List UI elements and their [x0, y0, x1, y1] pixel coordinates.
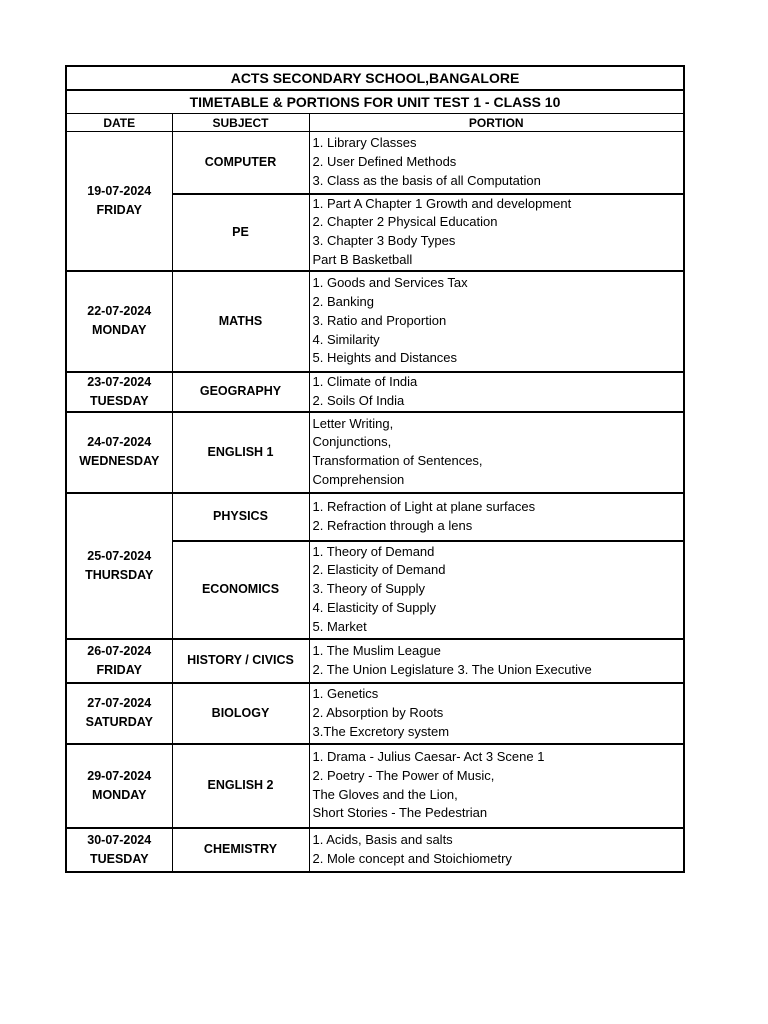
portion-item: 1. Drama - Julius Caesar- Act 3 Scene 1	[312, 749, 545, 765]
portion-cell	[309, 372, 684, 412]
exam-date: 22-07-2024	[87, 304, 152, 319]
exam-day: TUESDAY	[89, 851, 149, 866]
date-cell	[66, 639, 172, 683]
portion-item: Short Stories - The Pedestrian	[312, 805, 488, 821]
portion-cell	[309, 683, 684, 744]
exam-day: WEDNESDAY	[79, 454, 160, 469]
portion-item: 1. Part A Chapter 1 Growth and development	[312, 195, 572, 211]
subject-cell: BIOLOGY	[172, 683, 309, 744]
portion-item: Part B Basketball	[312, 251, 413, 267]
portion-item: 1. Acids, Basis and salts	[312, 831, 453, 847]
portion-item: 1. Genetics	[312, 685, 379, 701]
exam-date: 29-07-2024	[87, 768, 152, 783]
portion-item: 2. Soils Of India	[312, 392, 405, 408]
portion-cell	[309, 744, 684, 828]
exam-date: 25-07-2024	[87, 548, 152, 563]
portion-cell	[309, 412, 684, 493]
date-cell	[66, 412, 172, 493]
subject-cell: COMPUTER	[172, 132, 309, 194]
column-header-date: DATE	[66, 114, 172, 132]
timetable-sheet	[65, 65, 683, 873]
portion-item: 1. Refraction of Light at plane surfaces	[312, 498, 536, 514]
exam-day: SATURDAY	[85, 715, 153, 730]
portion-item: 2. Mole concept and Stoichiometry	[312, 850, 512, 866]
portion-cell	[309, 828, 684, 872]
subject-cell: CHEMISTRY	[172, 828, 309, 872]
exam-day: THURSDAY	[85, 567, 154, 582]
portion-item: 3. Theory of Supply	[312, 581, 425, 597]
subject-cell: HISTORY / CIVICS	[172, 639, 309, 683]
timetable-table	[65, 65, 685, 873]
portion-item: 2. User Defined Methods	[312, 153, 457, 169]
portion-item: 4. Elasticity of Supply	[312, 600, 437, 616]
portion-cell	[309, 194, 684, 271]
portion-item: 3. Class as the basis of all Computation	[312, 172, 541, 188]
exam-date: 24-07-2024	[87, 435, 152, 450]
portion-cell	[309, 639, 684, 683]
timetable-body	[66, 132, 684, 872]
exam-date: 23-07-2024	[87, 374, 152, 389]
exam-day: FRIDAY	[96, 202, 142, 217]
subject-cell: PE	[172, 194, 309, 271]
date-cell	[66, 683, 172, 744]
table-row	[66, 372, 684, 412]
portion-item: 4. Similarity	[312, 331, 380, 347]
exam-day: MONDAY	[92, 323, 147, 338]
column-header-portion: PORTION	[309, 114, 684, 132]
portion-item: 2. Chapter 2 Physical Education	[312, 214, 498, 230]
date-cell	[66, 493, 172, 639]
portion-item: The Gloves and the Lion,	[312, 786, 458, 802]
date-cell	[66, 372, 172, 412]
portion-item: 2. Banking	[312, 293, 374, 309]
portion-item: Letter Writing,	[312, 415, 394, 431]
date-cell	[66, 132, 172, 271]
date-cell	[66, 828, 172, 872]
column-header-subject: SUBJECT	[172, 114, 309, 132]
exam-day: FRIDAY	[96, 662, 142, 677]
table-row	[66, 271, 684, 372]
portion-item: 3. Ratio and Proportion	[312, 312, 447, 328]
portion-item: Conjunctions,	[312, 434, 392, 450]
subject-cell: PHYSICS	[172, 493, 309, 541]
exam-date: 30-07-2024	[87, 832, 152, 847]
portion-item: 2. The Union Legislature 3. The Union Executive	[312, 661, 592, 677]
exam-date: 19-07-2024	[87, 183, 152, 198]
table-row	[66, 493, 684, 541]
portion-item: 5. Market	[312, 618, 367, 634]
date-cell	[66, 744, 172, 828]
subject-cell: GEOGRAPHY	[172, 372, 309, 412]
portion-item: 3.The Excretory system	[312, 723, 450, 739]
portion-item: Transformation of Sentences,	[312, 453, 483, 469]
school-name: ACTS SECONDARY SCHOOL,BANGALORE	[66, 66, 684, 90]
portion-item: 2. Absorption by Roots	[312, 704, 444, 720]
portion-item: 1. The Muslim League	[312, 642, 441, 658]
table-row	[66, 683, 684, 744]
subject-cell: ENGLISH 1	[172, 412, 309, 493]
portion-cell	[309, 541, 684, 639]
exam-day: TUESDAY	[89, 393, 149, 408]
portion-item: 1. Theory of Demand	[312, 543, 435, 559]
portion-cell	[309, 132, 684, 194]
table-row	[66, 412, 684, 493]
date-cell	[66, 271, 172, 372]
table-row	[66, 639, 684, 683]
portion-item: 1. Library Classes	[312, 135, 417, 151]
subject-cell: ENGLISH 2	[172, 744, 309, 828]
portion-item: 2. Elasticity of Demand	[312, 562, 446, 578]
exam-date: 27-07-2024	[87, 696, 152, 711]
portion-cell	[309, 271, 684, 372]
portion-item: 1. Goods and Services Tax	[312, 275, 468, 291]
exam-day: MONDAY	[92, 787, 147, 802]
portion-item: Comprehension	[312, 471, 405, 487]
exam-date: 26-07-2024	[87, 643, 152, 658]
table-row	[66, 828, 684, 872]
subject-cell: ECONOMICS	[172, 541, 309, 639]
table-row	[66, 132, 684, 194]
portion-item: 3. Chapter 3 Body Types	[312, 233, 456, 249]
subject-cell: MATHS	[172, 271, 309, 372]
portion-item: 1. Climate of India	[312, 373, 418, 389]
portion-item: 2. Refraction through a lens	[312, 517, 473, 533]
portion-item: 5. Heights and Distances	[312, 350, 458, 366]
portion-cell	[309, 493, 684, 541]
table-row	[66, 744, 684, 828]
portion-item: 2. Poetry - The Power of Music,	[312, 767, 495, 783]
timetable-heading: TIMETABLE & PORTIONS FOR UNIT TEST 1 - CLASS 10	[66, 90, 684, 114]
